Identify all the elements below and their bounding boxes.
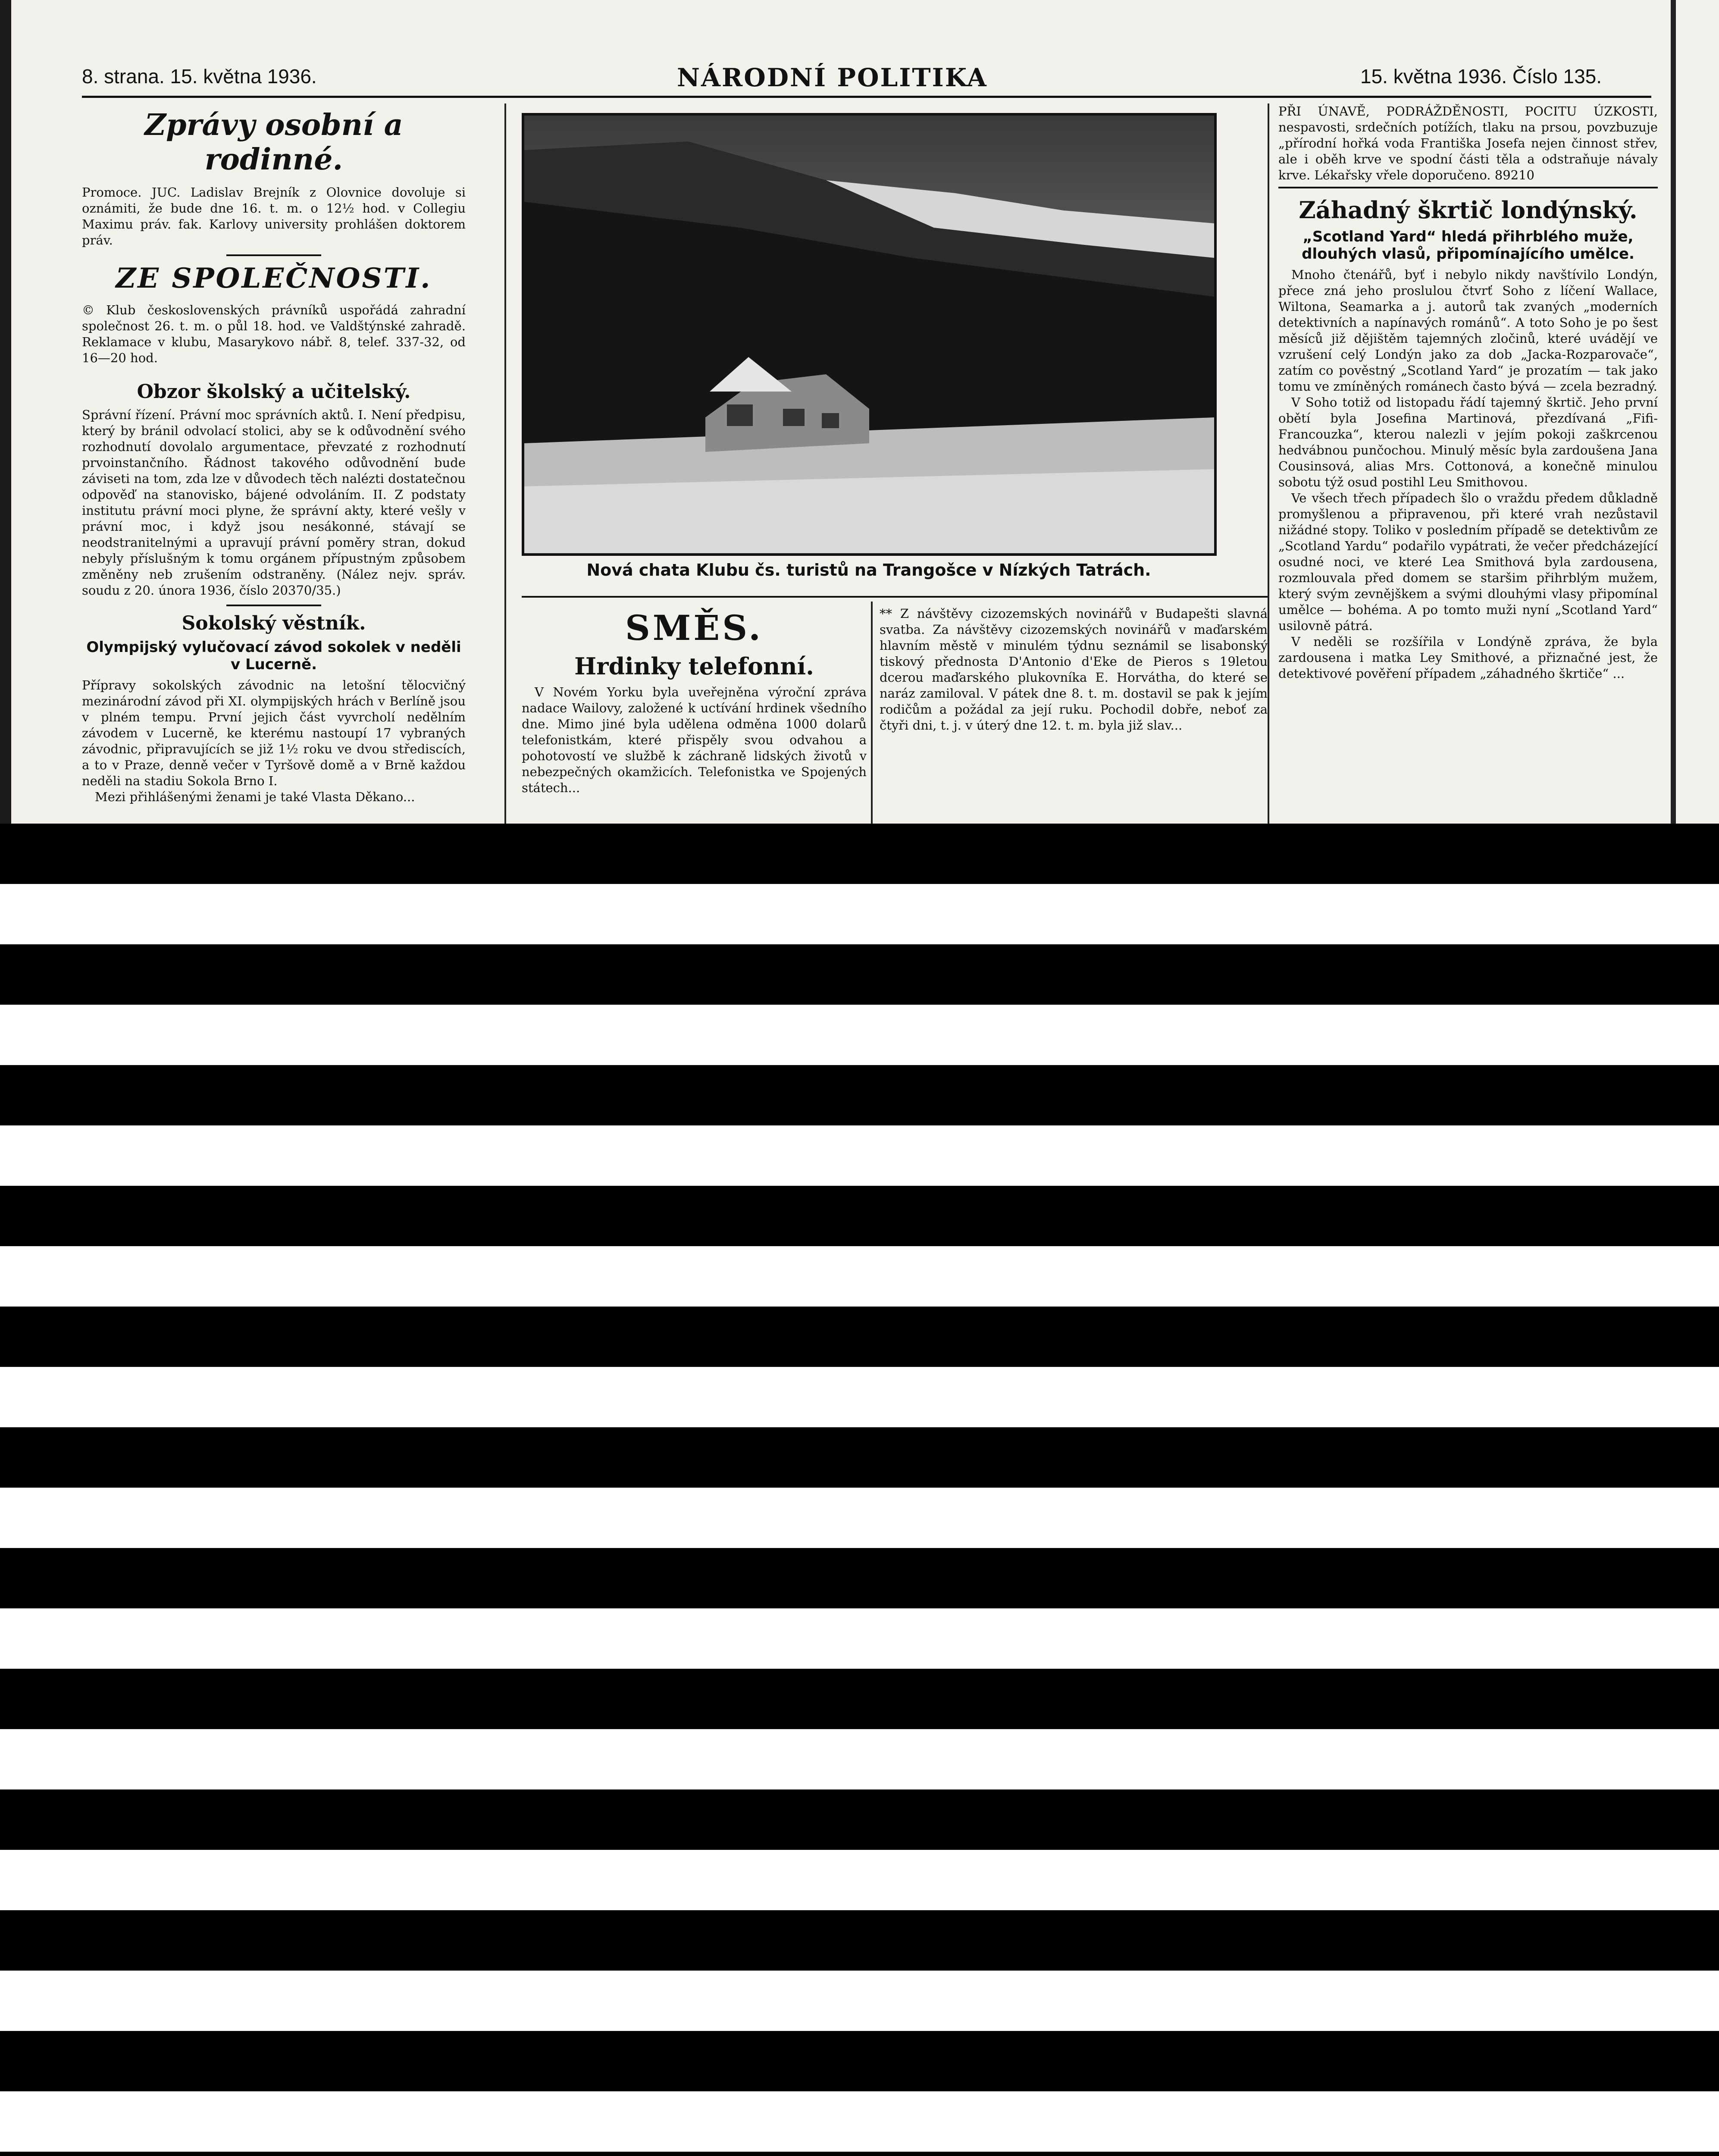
right-column (1278, 103, 1658, 682)
page-number-date: 8. strana. 15. května 1936. (82, 65, 317, 88)
scan-left-edge (0, 0, 11, 824)
strangler-heading: Záhadný škrtič londýnský. (1299, 196, 1638, 224)
personal-news-heading: Zprávy osobní a rodinné. (144, 108, 403, 177)
journalists-text: ** Z návštěvy cizozemských novinářů v Budapešti slavná svatba. Za návštěvy cizozemských novinářů v maďarském hlavním městě v minulém týdnu seznámil se lisabonský tiskový přednosta D'Antonio d'Eke de Pieros s 19letou dcerou maďarského plukovníka E. Horvátha, do které se naráz zamiloval. V pátek dne 8. t. m. dostavil se pak k jejím rodičům a požádal za její ruku. Pochodil dobře, neboť za čtyři dni, t. j. v úterý dne 12. t. m. byla již slav... (880, 606, 1268, 733)
sokol-heading: Sokolský věstník. (182, 612, 366, 634)
sokol-text-continued: Mezi přihlášenými ženami je také Vlasta Děkano... (95, 790, 415, 804)
sokol-subheading: Olympijský vylučovací závod sokolek v neděli v Lucerně. (86, 639, 461, 673)
section-rule (226, 605, 321, 606)
photo-caption: Nová chata Klubu čs. turistů na Trangošce v Nízkých Tatrách. (586, 561, 1151, 580)
smes-heading: SMĚS. (625, 608, 764, 648)
smes-text: V Novém Yorku byla uveřejněna výroční zpráva nadace Wailovy, založené k uctívání hrdinek všedního dne. Mimo jiné byla udělena odměna 1000 dolarů telefonistkám, které přispěly svou odvahou a pohotovostí ve službě k záchraně lidských životů v nebezpečných okamžicích. Telefonistka ve Spojených státech... (522, 685, 867, 795)
photo-frame (522, 113, 1217, 556)
school-text: Správní řízení. Právní moc správních aktů. I. Není předpisu, který by bránil odvolací stolici, aby se k odůvodnění svého rozhodnutí dovolalo argumentace, převzaté z rozhodnutí prvoinstančního. Řádnost takového odůvodnění bude záviseti na tom, zda lze v důvodech těch nalézti dostatečnou odpověď na stanovisko, bájené odvoláním. II. Z podstaty institutu právní moci plyne, že správní akty, které vešly v právní moc, i když jsou nesákonné, stávají se neodstranitelnými a upravují právní poměry stran, dokud nebyly příslušným k tomu orgánem přípustným způsobem změněny neb zrušením odstraněny. (Nález nejv. správ. soudu z 20. února 1936, číslo 20370/35.) (82, 407, 466, 598)
strangler-text-3: Ve všech třech případech šlo o vraždu předem důkladně promyšlenou a připravenou, při které vrah nezůstavil nižádné stopy. Tolikо v posledním případě se detektivům ze „Scotland Yardu“ podařilo vypátrati, že večer předcházející osudné noci, ve které Lea Smithová byla zardousena, rozmlouvala před domem se staršim přihrblým mužem, který svým zevnějškem a svými dlouhými vlasy připomínal umělce — bohéma. A po tomto muži nyní „Scotland Yard“ usilovně pátrá. (1278, 491, 1658, 633)
left-column (82, 103, 466, 805)
smes-subheading: Hrdinky telefonní. (574, 652, 814, 680)
mountain-chalet-photo (524, 116, 1214, 553)
masthead-rule (82, 96, 1651, 98)
society-text: © Klub československých právníků uspořádá zahradní společnost 26. t. m. o půl 18. hod. ve Valdštýnské zahradě. Reklamace v klubu, Masarykovo nábř. 8, telef. 337-32, od 16—20 hod. (82, 303, 466, 365)
issue-date-number: 15. května 1936. Číslo 135. (1360, 65, 1602, 88)
section-rule (226, 254, 321, 256)
society-heading: ZE SPOLEČNOSTI. (116, 262, 432, 295)
mineral-water-ad: PŘI ÚNAVĚ, PODRÁŽDĚNOSTI, POCITU ÚZKOSTI, nespavosti, srdečních potížích, tlaku na prsou, povzbuzuje „přírodní hořká voda Františka Josefa nejen činnost střev, ale i oběh krve ve spodní části těla a odstraňuje návaly krve. Lékařsky vřele doporučeno. 89210 (1278, 103, 1658, 188)
newspaper-title: NÁRODNÍ POLITIKA (677, 63, 988, 92)
sokol-text: Přípravy sokolských závodnic na letošní tělocvičný mezinárodní závod při XI. olympijských hrách v Berlíně jsou v plném tempu. První jejich část vyvrcholí nedělním závodem v Lucerně, ke kterému nastoupí 17 vybraných závodnic, připravujících se již 1½ roku ve dvou střediscích, a to v Praze, denně večer v Tyršově domě a v Brně každou neděli na stadiu Sokola Brno I. (82, 678, 466, 788)
strangler-text-4: V neděli se rozšířila v Londýně zpráva, že byla zardousena i matka Ley Smithové, a přiznačné jest, že detektivové pověření případem „záhadného škrtiče“ ... (1278, 634, 1658, 681)
personal-news-text: Promoce. JUC. Ladislav Brejník z Olovnice dovoluje si oznámiti, že bude dne 16. t. m. o 12½ hod. v Collegiu Maximu práv. fak. Karlovy university prohlášen doktorem práv. (82, 185, 466, 248)
strangler-text-1: Mnoho čtenářů, byť i nebylo nikdy navštívilo Londýn, přece zná jeho proslulou čtvrť Soho z líčení Wallace, Wiltona, Seamarka a j. autorů tak zvaných „moderních detektivních a napínavých románů“. A toto Soho je po šest měsíců již dějištěm tajemných zločinů, které uvádějí ve vzrušení celý Londýn jako za dob „Jacka-Rozparovače“, zatím co pověstný „Scotland Yard“ je prozatím — tak jako tomu ve zmíněných románech často bývá — zcela bezradný. (1278, 267, 1658, 394)
scan-right-edge (1671, 0, 1719, 824)
masthead (82, 61, 1651, 91)
journalists-column (880, 606, 1268, 733)
school-heading: Obzor školský a učitelský. (137, 381, 411, 403)
smes-column (522, 606, 867, 796)
column-divider-2 (1268, 103, 1269, 824)
redaction-stripes (0, 824, 1719, 2156)
photo-separator-rule (522, 596, 1268, 598)
column-divider-1 (504, 103, 506, 824)
strangler-subheading: „Scotland Yard“ hledá přihrblého muže, dlouhých vlasů, připomínajícího umělce. (1302, 228, 1634, 263)
newspaper-page (0, 0, 1719, 824)
strangler-text-2: V Soho totiž od listopadu řádí tajemný škrtič. Jeho první obětí byla Josefina Martinová, přezdívaná „Fifi-Francouzka“, kterou nalezli v jejím pokoji zaškrcenou hedvábnou punčochou. Minulý měsíc byla zardoušena Jana Cousinsová, alias Mrs. Cottonová, a konečně minulou sobotu týž osud postihl Leu Smithovou. (1278, 395, 1658, 489)
column-divider-mid (871, 602, 873, 824)
